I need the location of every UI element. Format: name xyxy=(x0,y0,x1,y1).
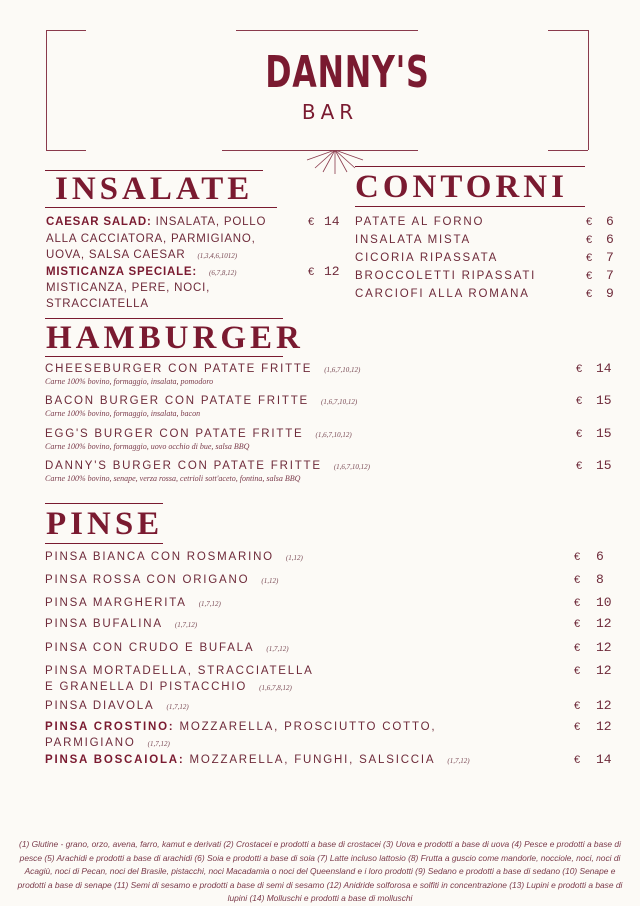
menu-item-caesar-line: ALLA CACCIATORA, PARMIGIANO, xyxy=(46,233,256,245)
section-title-insalate: INSALATE xyxy=(55,171,254,207)
allergens: (1,7,12) xyxy=(166,703,189,711)
menu-item: DANNY'S BURGER CON PATATE FRITTE (1,6,7,10,12) xyxy=(45,460,370,472)
divider xyxy=(45,318,283,319)
allergen-legend: (1) Glutine - grano, orzo, avena, farro, kamut e derivati (2) Crostacei e prodotti a base di crostacei (3) Uova e prodotti a base di uova (4) Pesce e prodotti a base di pesce (5) Arachidi e prodotti a base di arachidi (6) Soia e prodotti a base di soia (7) Latte incluso lattosio (8) Frutta a guscio come mandorle, nocciole, noci, noci di Acagiù, noci di Pecan, noci del Brasile, pistacchi, noci Macadamia o noci del Queensland e i loro prodotti (9) Sedano e prodotti a base di sedano (10) Senape e prodotti a base di senape (11) Semi di sesamo e prodotti a base di semi di sesamo (12) Anidride solforosa e solfiti in concentrazione (13) Lupini e prodotti a base di lupini (14) Molluschi e prodotti a base di molluschi xyxy=(17,839,623,903)
menu-item: EGG'S BURGER CON PATATE FRITTE (1,6,7,10,12) xyxy=(45,428,352,440)
menu-item-misticanza: MISTICANZA SPECIALE: (6,7,8,12) xyxy=(46,266,237,278)
divider xyxy=(45,356,283,357)
ornament-frame-left-top xyxy=(46,30,86,31)
price: 10 xyxy=(596,595,612,610)
price: 7 xyxy=(606,250,614,265)
currency: € xyxy=(586,216,593,228)
currency: € xyxy=(308,266,315,278)
allergens: (1,6,7,10,12) xyxy=(315,431,352,439)
price: 12 xyxy=(596,698,612,713)
currency: € xyxy=(586,252,593,264)
menu-item-misticanza-line: MISTICANZA, PERE, NOCI, xyxy=(46,282,211,294)
allergens: (1,6,7,8,12) xyxy=(259,684,292,692)
ornament-frame-right-top xyxy=(548,30,588,31)
section-title-pinse: PINSE xyxy=(46,506,164,542)
price: 14 xyxy=(596,361,612,376)
menu-item: PINSA DIAVOLA (1,7,12) xyxy=(45,700,189,712)
ornament-frame-left-bottom xyxy=(46,150,86,151)
menu-item: PINSA CROSTINO: MOZZARELLA, PROSCIUTTO COTTO, xyxy=(45,721,437,733)
divider xyxy=(355,166,585,167)
menu-item-line: E GRANELLA DI PISTACCHIO (1,6,7,8,12) xyxy=(45,681,292,693)
price: 8 xyxy=(596,572,604,587)
currency: € xyxy=(574,642,581,654)
currency: € xyxy=(586,288,593,300)
logo-name: DANNY'S xyxy=(265,47,430,98)
price: 15 xyxy=(596,426,612,441)
currency: € xyxy=(574,754,581,766)
menu-item-line: PARMIGIANO (1,7,12) xyxy=(45,737,170,749)
currency: € xyxy=(574,665,581,677)
price: 6 xyxy=(606,214,614,229)
currency: € xyxy=(574,597,581,609)
menu-item: CICORIA RIPASSATA xyxy=(355,252,499,264)
price: 14 xyxy=(324,214,340,229)
allergens: (1,7,12) xyxy=(198,600,221,608)
item-description: Carne 100% bovino, formaggio, uovo occhio di bue, salsa BBQ xyxy=(45,442,250,451)
ornament-top-line xyxy=(236,30,418,31)
allergens: (1,6,7,10,12) xyxy=(324,366,361,374)
currency: € xyxy=(586,270,593,282)
currency: € xyxy=(576,460,583,472)
menu-item: PINSA MARGHERITA (1,7,12) xyxy=(45,597,221,609)
currency: € xyxy=(576,363,583,375)
menu-item: PINSA BIANCA CON ROSMARINO (1,12) xyxy=(45,551,303,563)
price: 6 xyxy=(606,232,614,247)
currency: € xyxy=(586,234,593,246)
menu-item: PINSA MORTADELLA, STRACCIATELLA xyxy=(45,665,314,677)
currency: € xyxy=(574,618,581,630)
price: 12 xyxy=(596,719,612,734)
allergens: (1,6,7,10,12) xyxy=(321,398,358,406)
allergens: (1,7,12) xyxy=(147,740,170,748)
allergens: (1,7,12) xyxy=(174,621,198,629)
price: 15 xyxy=(596,393,612,408)
divider xyxy=(45,543,163,544)
currency: € xyxy=(574,574,581,586)
item-description: Carne 100% bovino, formaggio, insalata, bacon xyxy=(45,409,201,418)
section-title-hamburger: HAMBURGER xyxy=(46,320,304,356)
price: 12 xyxy=(324,264,340,279)
menu-item-misticanza-line: STRACCIATELLA xyxy=(46,298,149,310)
currency: € xyxy=(308,216,315,228)
item-description: Carne 100% bovino, formaggio, insalata, pomodoro xyxy=(45,377,214,386)
price: 7 xyxy=(606,268,614,283)
allergens: (1,6,7,10,12) xyxy=(333,463,370,471)
ornament-frame-left xyxy=(46,30,47,150)
price: 9 xyxy=(606,286,614,301)
allergens: (1,12) xyxy=(285,554,303,562)
menu-item-caesar-line: UOVA, SALSA CAESAR (1,3,4,6,1012) xyxy=(46,249,238,261)
divider xyxy=(355,206,585,207)
price: 12 xyxy=(596,616,612,631)
ornament-frame-right xyxy=(588,30,589,150)
menu-item-caesar: CAESAR SALAD: INSALATA, POLLO xyxy=(46,216,267,228)
menu-item: PINSA BOSCAIOLA: MOZZARELLA, FUNGHI, SALSICCIA (1,7,12) xyxy=(45,754,470,766)
currency: € xyxy=(574,721,581,733)
menu-item: PATATE AL FORNO xyxy=(355,216,485,228)
menu-item: PINSA CON CRUDO E BUFALA (1,7,12) xyxy=(45,642,289,654)
menu-item: INSALATA MISTA xyxy=(355,234,471,246)
menu-item: BACON BURGER CON PATATE FRITTE (1,6,7,10,12) xyxy=(45,395,358,407)
item-description: Carne 100% bovino, senape, verza rossa, cetrioli sott'aceto, fontina, salsa BBQ xyxy=(45,474,301,483)
menu-item: CHEESEBURGER CON PATATE FRITTE (1,6,7,10,12) xyxy=(45,363,361,375)
price: 15 xyxy=(596,458,612,473)
currency: € xyxy=(574,551,581,563)
menu-item: CARCIOFI ALLA ROMANA xyxy=(355,288,530,300)
price: 14 xyxy=(596,752,612,767)
menu-item: PINSA BUFALINA (1,7,12) xyxy=(45,618,198,630)
price: 6 xyxy=(596,549,604,564)
allergens: (1,12) xyxy=(261,577,279,585)
allergens: (1,7,12) xyxy=(447,757,470,765)
price: 12 xyxy=(596,640,612,655)
price: 12 xyxy=(596,663,612,678)
currency: € xyxy=(576,428,583,440)
menu-item: BROCCOLETTI RIPASSATI xyxy=(355,270,537,282)
divider xyxy=(45,207,277,208)
logo xyxy=(240,44,430,124)
currency: € xyxy=(574,700,581,712)
menu-item: PINSA ROSSA CON ORIGANO (1,12) xyxy=(45,574,279,586)
allergens: (1,7,12) xyxy=(266,645,289,653)
divider xyxy=(45,503,163,504)
ornament-frame-right-bottom xyxy=(548,150,588,151)
section-title-contorni: CONTORNI xyxy=(355,169,568,205)
logo-sub: BAR xyxy=(301,100,359,124)
currency: € xyxy=(576,395,583,407)
